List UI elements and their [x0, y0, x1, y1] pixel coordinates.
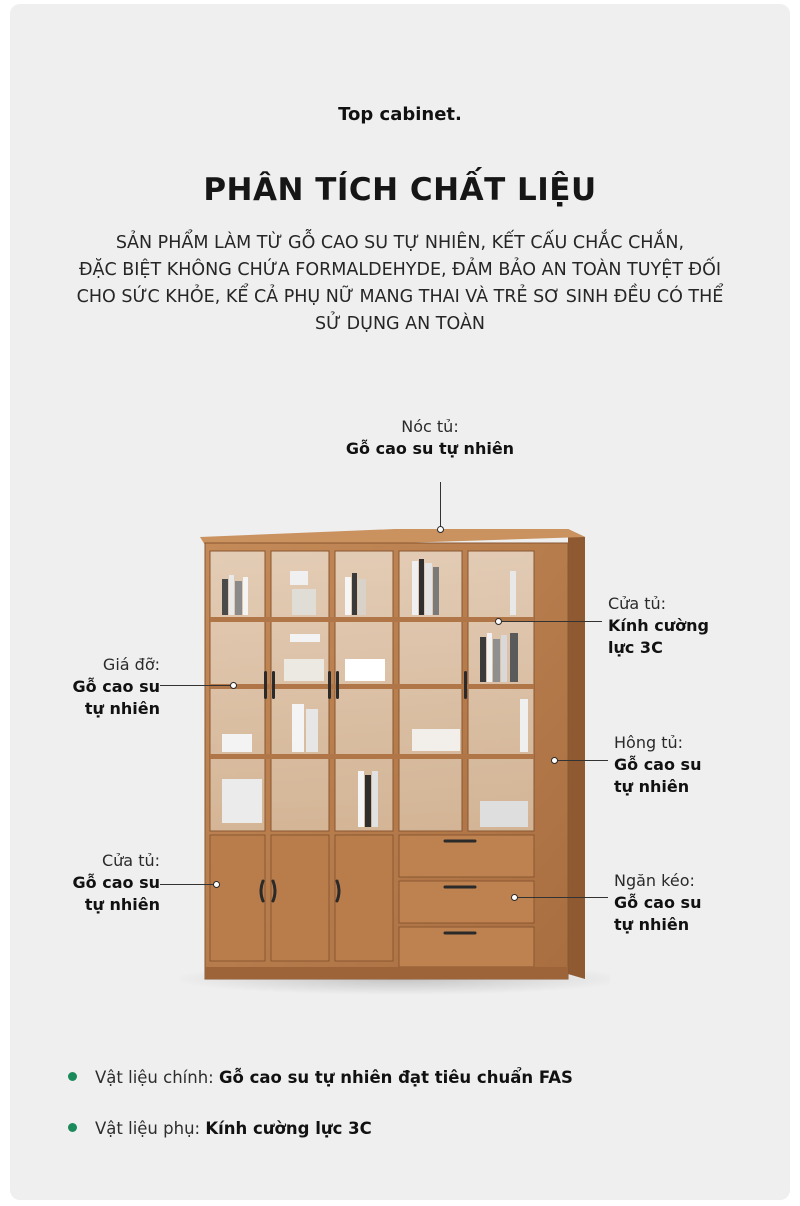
page-title: PHÂN TÍCH CHẤT LIỆU — [203, 172, 597, 208]
callout-label: Hông tủ: — [614, 733, 684, 752]
product-info-card — [10, 4, 790, 1200]
callout-lower-door — [30, 850, 160, 916]
callout-label: Ngăn kéo: — [614, 871, 695, 890]
leader-dot — [495, 618, 502, 625]
material-main-value: Gỗ cao su tự nhiên đạt tiêu chuẩn FAS — [218, 1068, 573, 1087]
top-label: Top cabinet. — [338, 104, 462, 125]
callout-value: Gỗ cao su — [614, 755, 702, 774]
description-line: SỬ DỤNG AN TOÀN — [314, 314, 486, 334]
material-main-item — [68, 1068, 573, 1087]
leader-line — [160, 884, 215, 885]
description-line: ĐẶC BIỆT KHÔNG CHỨA FORMALDEHYDE, ĐẢM BẢO AN TOÀN TUYỆT ĐỐI — [78, 260, 722, 280]
leader-dot — [437, 526, 444, 533]
material-secondary-item — [68, 1119, 372, 1138]
leader-line — [160, 685, 232, 686]
bullet-icon — [68, 1123, 77, 1132]
callout-side — [614, 732, 774, 798]
leader-line — [558, 760, 608, 761]
callout-value: tự nhiên — [614, 915, 690, 934]
leader-dot — [230, 682, 237, 689]
cabinet-image — [180, 509, 610, 999]
description-line: SẢN PHẨM LÀM TỪ GỖ CAO SU TỰ NHIÊN, KẾT CẤU CHẮC CHẮN, — [115, 233, 685, 253]
callout-label: Nóc tủ: — [401, 417, 459, 436]
callout-label: Giá đỡ: — [102, 655, 160, 674]
callout-drawer — [614, 870, 774, 936]
description — [50, 230, 750, 338]
callout-value: tự nhiên — [614, 777, 690, 796]
callout-value: lực 3C — [608, 638, 663, 657]
leader-dot — [213, 881, 220, 888]
material-secondary-value: Kính cường lực 3C — [205, 1119, 372, 1138]
leader-line — [502, 621, 602, 622]
leader-line — [440, 482, 441, 530]
bullet-icon — [68, 1072, 77, 1081]
leader-dot — [551, 757, 558, 764]
callout-top — [310, 416, 550, 460]
callout-glass-door — [608, 593, 768, 659]
callout-label: Cửa tủ: — [608, 594, 667, 613]
callout-value: Gỗ cao su — [614, 893, 702, 912]
leader-line — [518, 897, 608, 898]
callout-value: tự nhiên — [84, 895, 160, 914]
callout-shelf — [30, 654, 160, 720]
material-secondary-label: Vật liệu phụ: — [95, 1119, 201, 1138]
callout-label: Cửa tủ: — [101, 851, 160, 870]
description-line: CHO SỨC KHỎE, KỂ CẢ PHỤ NỮ MANG THAI VÀ TRẺ SƠ SINH ĐỀU CÓ THỂ — [76, 287, 724, 307]
callout-value: Kính cường — [608, 616, 709, 635]
callout-value: Gỗ cao su — [72, 873, 160, 892]
callout-value: tự nhiên — [84, 699, 160, 718]
callout-value: Gỗ cao su — [72, 677, 160, 696]
callout-value: Gỗ cao su tự nhiên — [345, 439, 515, 458]
leader-dot — [511, 894, 518, 901]
material-main-label: Vật liệu chính: — [95, 1068, 214, 1087]
